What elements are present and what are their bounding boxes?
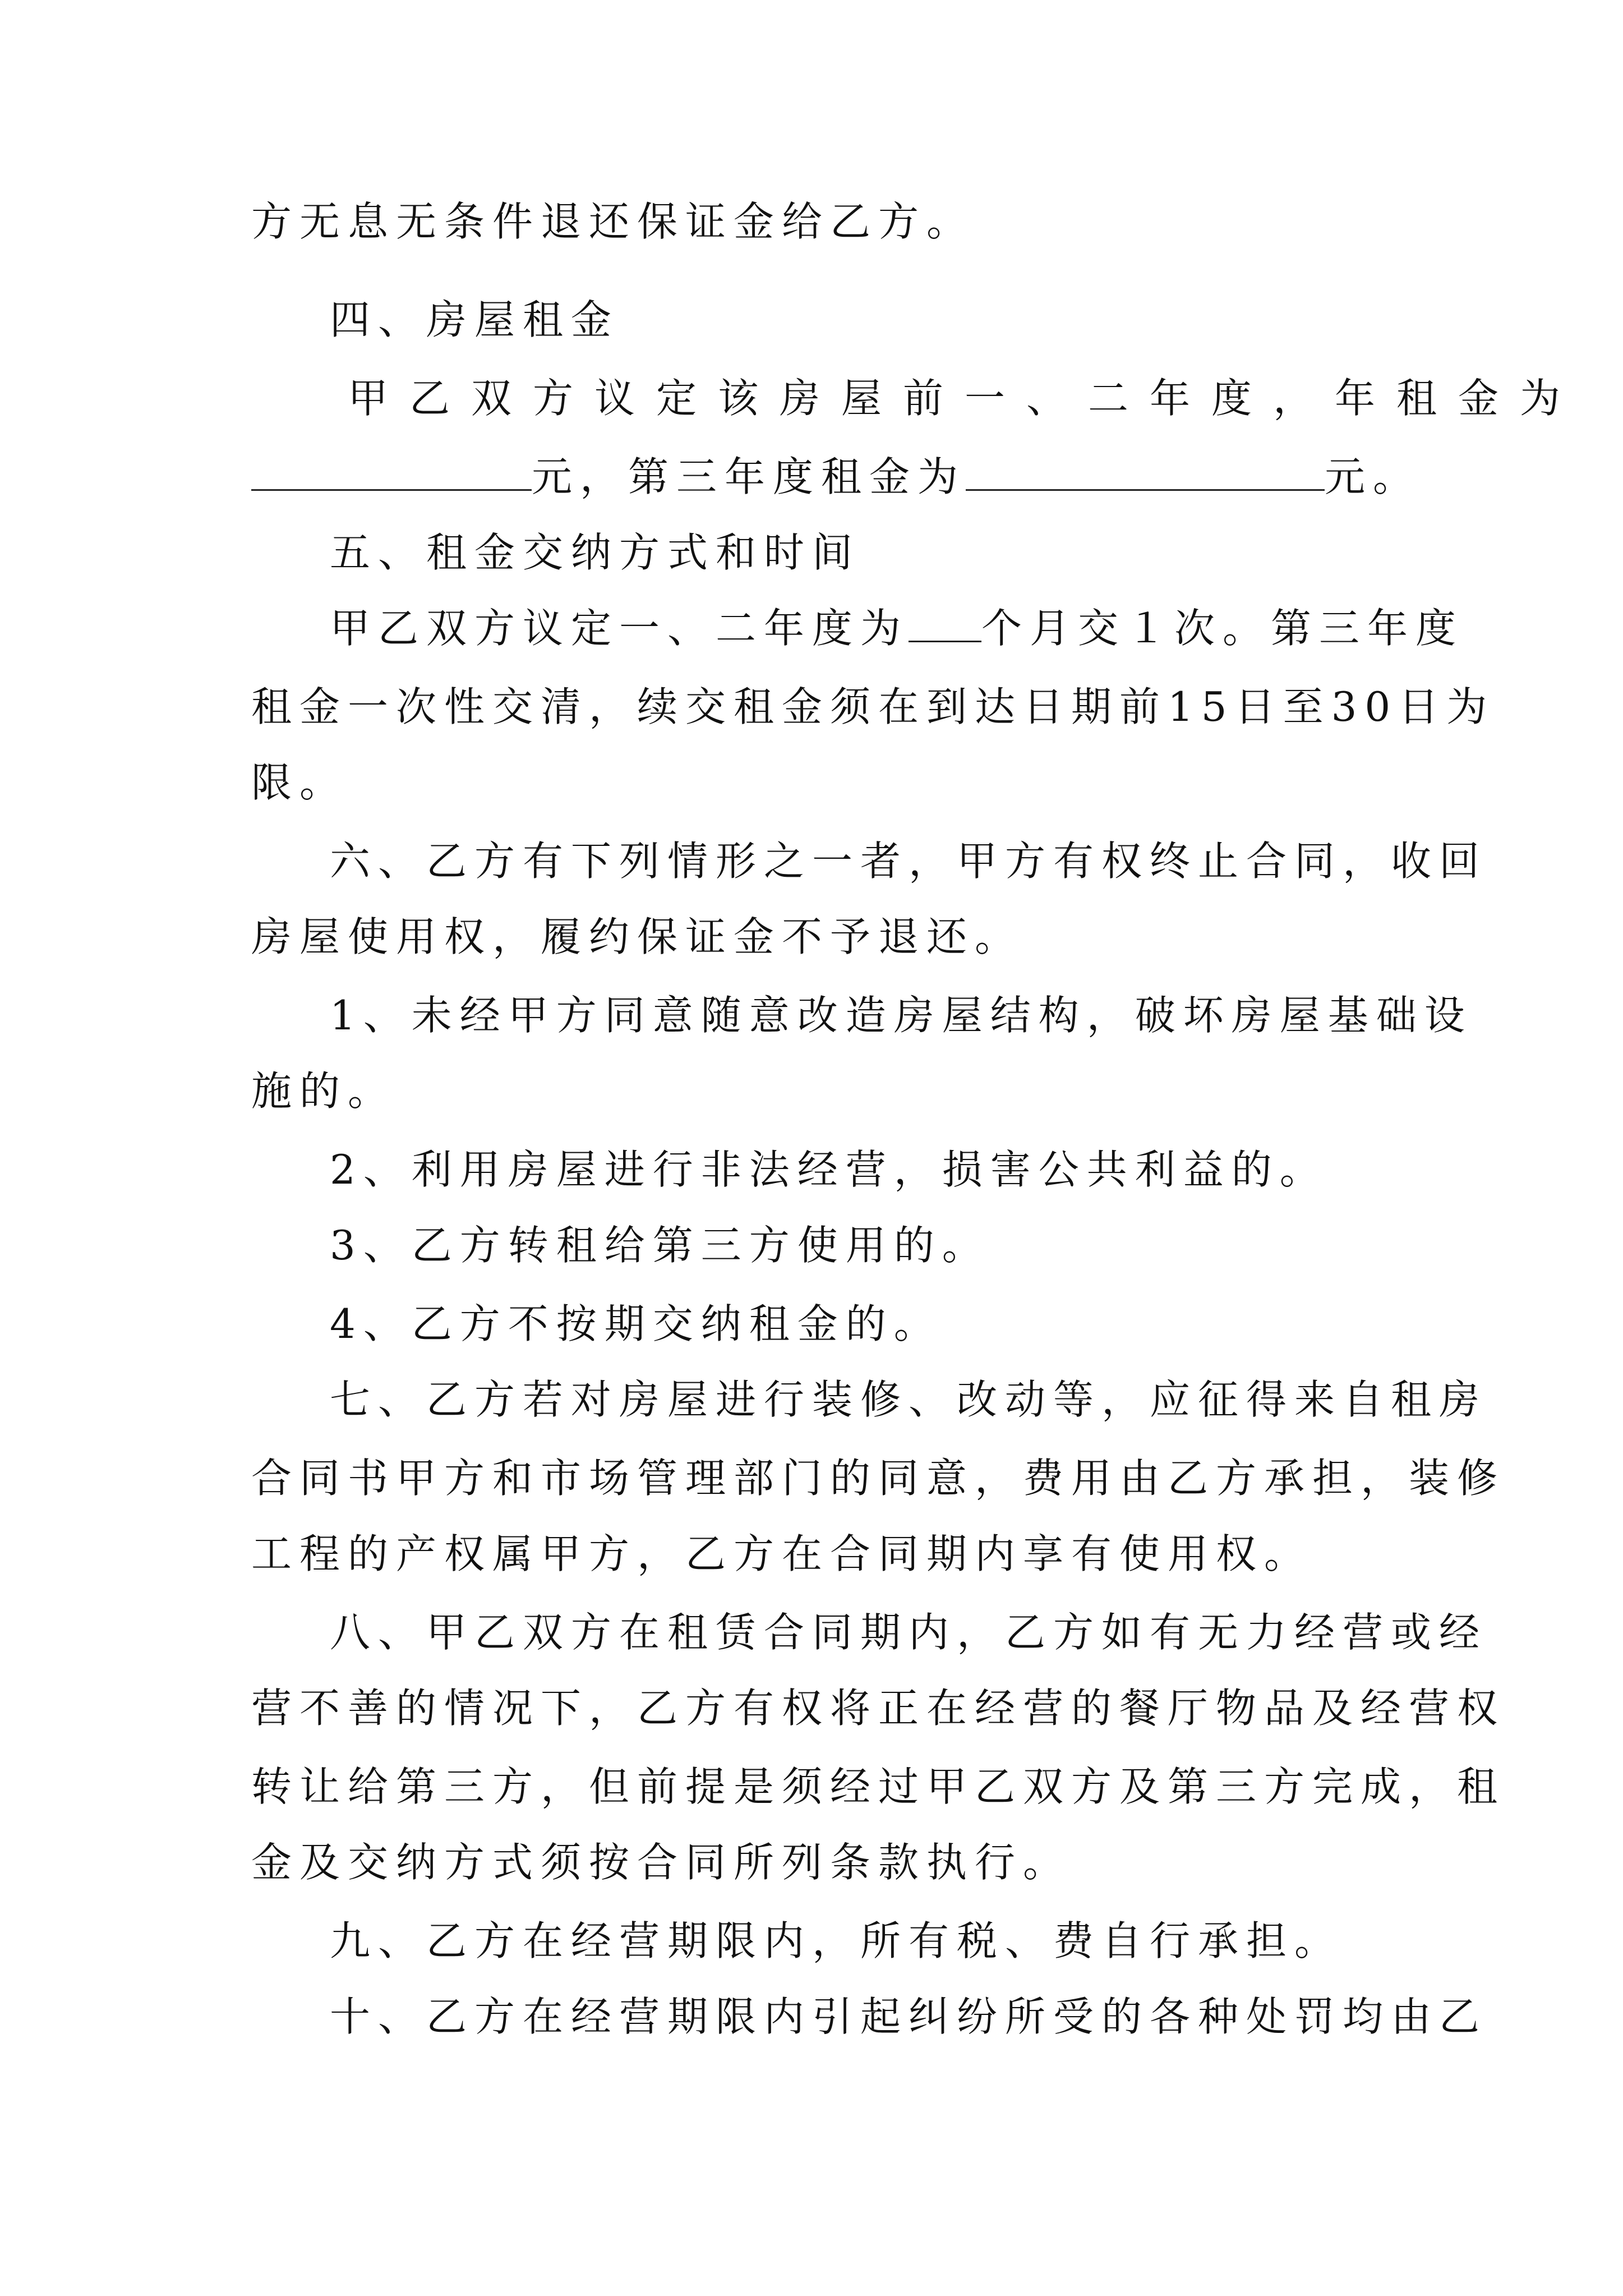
list-item-3: 3、乙方转租给第三方使用的。 (330, 1222, 990, 1269)
text-segment: 个月交１次。第三年度 (981, 605, 1464, 652)
text-line: 工程的产权属甲方，乙方在合同期内享有使用权。 (251, 1530, 1313, 1577)
text-line: 方无息无条件退还保证金给乙方。 (251, 198, 975, 245)
list-item-1: 1、未经甲方同意随意改造房屋结构，破坏房屋基础设 (330, 992, 1473, 1039)
text-segment: 元。 (1325, 453, 1422, 500)
clause-eight: 八、甲乙双方在租赁合同期内，乙方如有无力经营或经 (330, 1609, 1488, 1656)
list-item-4: 4、乙方不按期交纳租金的。 (330, 1300, 942, 1347)
clause-ten: 十、乙方在经营期限内引起纠纷所受的各种处罚均由乙 (330, 1993, 1488, 2040)
text-segment: 甲乙双方议定一、二年度为 (330, 605, 909, 652)
text-line: 金及交纳方式须按合同所列条款执行。 (251, 1839, 1072, 1886)
text-line: 施的。 (251, 1068, 396, 1115)
blank-field-third-year-rent[interactable] (966, 450, 1325, 491)
text-line: 限。 (251, 759, 348, 806)
blank-field-annual-rent[interactable] (251, 450, 532, 491)
text-line-with-blanks (251, 449, 1422, 505)
clause-six: 六、乙方有下列情形之一者，甲方有权终止合同，收回 (330, 838, 1488, 885)
text-segment: 元，第三年度租金为 (532, 453, 966, 500)
clause-seven: 七、乙方若对房屋进行装修、改动等，应征得来自租房 (330, 1376, 1488, 1423)
text-line: 转让给第三方，但前提是须经过甲乙双方及第三方完成，租 (251, 1763, 1506, 1810)
list-item-2: 2、利用房屋进行非法经营，损害公共利益的。 (330, 1146, 1328, 1193)
section-heading-rent: 四、房屋租金 (330, 296, 620, 343)
text-line: 合同书甲方和市场管理部门的同意，费用由乙方承担，装修 (251, 1455, 1506, 1502)
section-heading-payment: 五、租金交纳方式和时间 (330, 529, 861, 576)
text-line-with-blank (330, 600, 1464, 656)
clause-nine: 九、乙方在经营期限内，所有税、费自行承担。 (330, 1917, 1343, 1964)
text-line: 甲乙双方议定该房屋前一、二年度，年租金为 (348, 375, 1582, 422)
text-line: 租金一次性交清，续交租金须在到达日期前15日至30日为 (251, 683, 1495, 730)
blank-field-months[interactable] (909, 601, 981, 642)
text-line: 房屋使用权，履约保证金不予退还。 (251, 913, 1023, 960)
text-line: 营不善的情况下，乙方有权将正在经营的餐厅物品及经营权 (251, 1685, 1506, 1732)
